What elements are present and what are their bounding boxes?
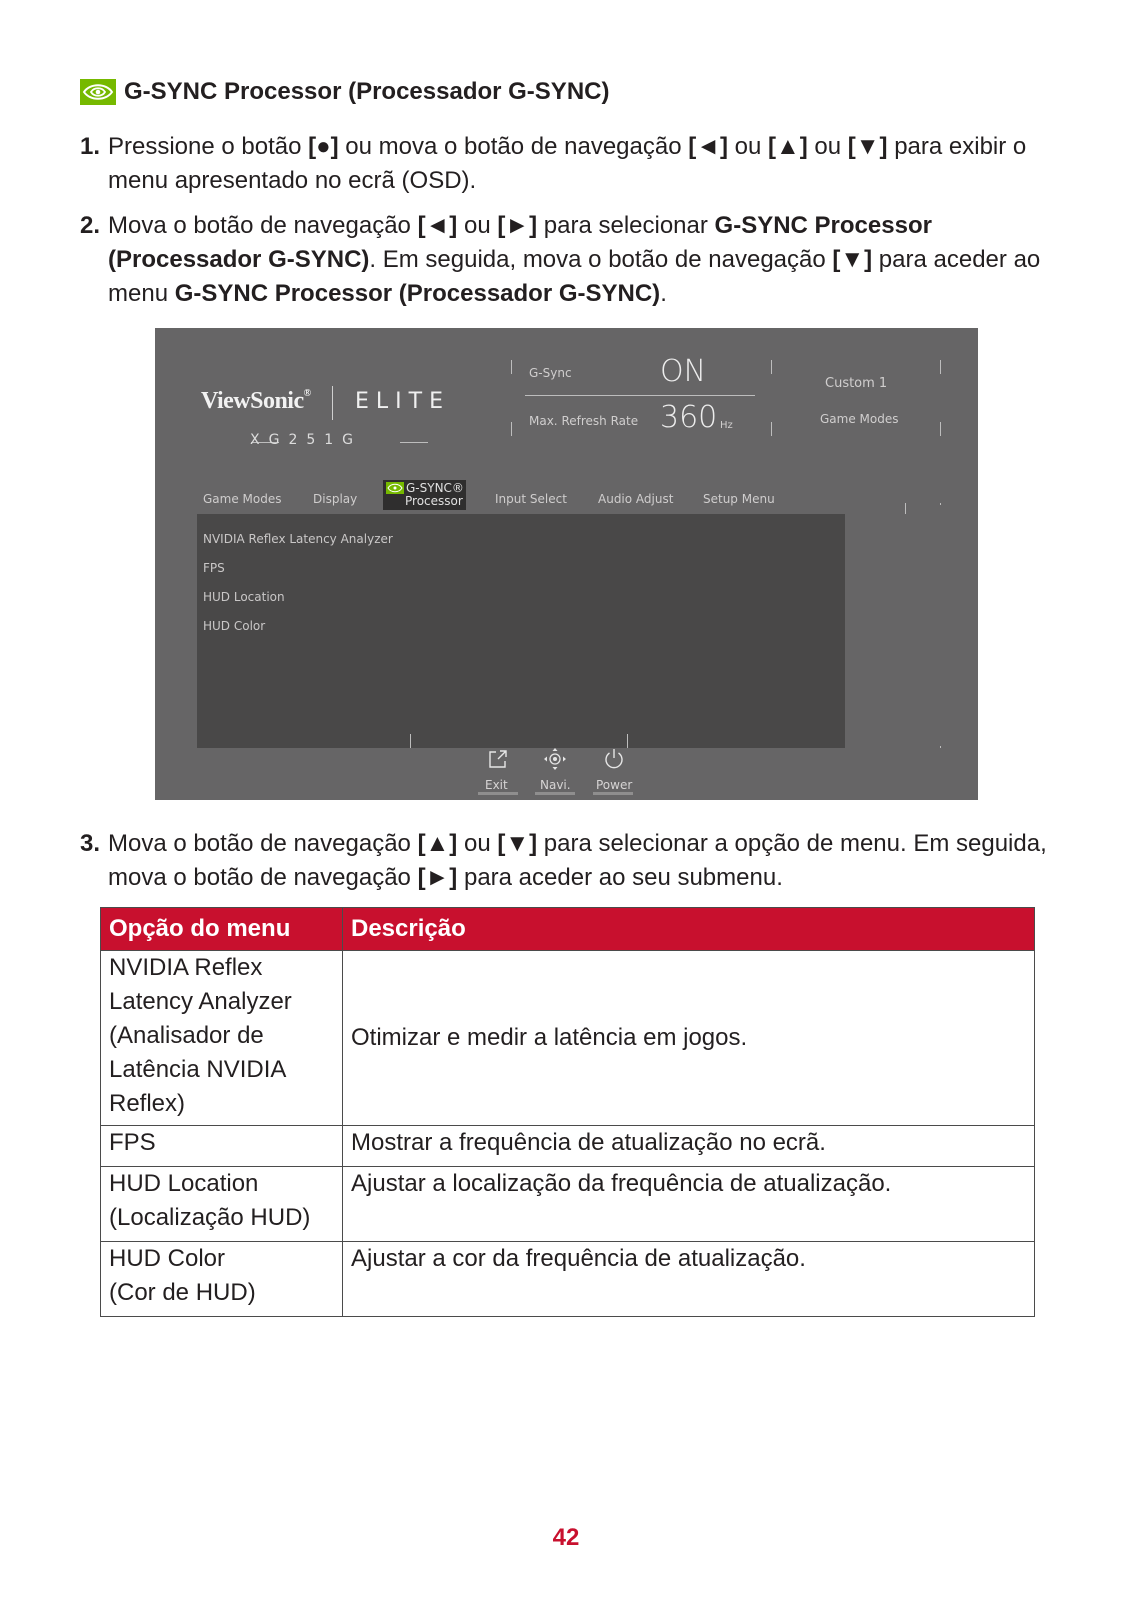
- model-name: XG251G: [250, 432, 363, 448]
- step-text: ou: [457, 830, 498, 857]
- divider: [511, 422, 512, 436]
- step-text: Mova o botão de navegação: [108, 212, 418, 239]
- nvidia-eye-icon: [80, 79, 116, 105]
- button-symbol: [▼]: [847, 133, 888, 160]
- divider: [940, 746, 941, 748]
- power-icon[interactable]: [602, 747, 626, 771]
- menu-item-hud-color[interactable]: HUD Color: [203, 619, 266, 633]
- navigation-icon[interactable]: [542, 746, 568, 772]
- option-line: Reflex): [109, 1090, 186, 1117]
- exit-icon[interactable]: [487, 748, 509, 770]
- option-line: Latency Analyzer: [109, 988, 292, 1015]
- refresh-unit: Hz: [720, 420, 733, 431]
- option-line: HUD Location: [109, 1170, 259, 1197]
- step-text: para aceder ao menu: [108, 246, 1041, 307]
- divider: [940, 422, 941, 436]
- mode-value: Custom 1: [825, 376, 888, 391]
- step-text: para selecionar: [537, 212, 715, 239]
- tab-label-line2: Processor: [405, 494, 463, 508]
- model-rule-right: [400, 442, 428, 443]
- step-3: [80, 827, 1055, 895]
- divider: [410, 734, 411, 748]
- option-cell: [101, 1242, 343, 1317]
- option-line: NVIDIA Reflex: [109, 954, 263, 981]
- refresh-value: 360: [660, 400, 718, 435]
- gsync-value: ON: [660, 354, 707, 389]
- header-description: Descrição: [343, 908, 1035, 951]
- tab-input-select[interactable]: Input Select: [495, 492, 567, 506]
- divider: [771, 360, 772, 374]
- table-row: [101, 951, 1035, 1126]
- step-number: 3.: [80, 830, 101, 857]
- button-symbol: [►]: [497, 212, 538, 239]
- button-symbol: [◄]: [417, 212, 458, 239]
- footer-power-label: Power: [596, 778, 633, 792]
- tab-gsync-processor[interactable]: [383, 480, 466, 510]
- option-line: FPS: [109, 1129, 156, 1156]
- tab-label-line1: G-SYNC®: [406, 481, 464, 495]
- step-number: 1.: [80, 133, 101, 160]
- logo-divider: [332, 386, 333, 420]
- option-line: (Analisador de: [109, 1022, 264, 1049]
- menu-name: G-SYNC Processor (Processador G-SYNC): [174, 280, 661, 307]
- osd-screenshot: [155, 328, 978, 800]
- section-heading: [80, 78, 609, 106]
- button-symbol: [▲]: [417, 830, 458, 857]
- step-1: [80, 130, 1055, 198]
- option-cell: [101, 951, 343, 1126]
- tab-game-modes[interactable]: Game Modes: [203, 492, 282, 506]
- table-row: [101, 1167, 1035, 1242]
- footer-indicator: [535, 792, 575, 795]
- elite-logo: ELITE: [355, 389, 450, 414]
- tab-display[interactable]: Display: [313, 492, 358, 506]
- divider: [940, 503, 941, 505]
- nvidia-eye-icon: [386, 482, 404, 494]
- step-text: .: [660, 280, 667, 307]
- button-symbol: [▼]: [832, 246, 873, 273]
- menu-name: G-SYNC Processor (Processador G-SYNC): [108, 212, 932, 273]
- option-line: HUD Color: [109, 1245, 226, 1272]
- option-line: (Localização HUD): [109, 1204, 311, 1231]
- description-cell: Ajustar a localização da frequência de atualização.: [343, 1167, 1035, 1242]
- step-text: ou mova o botão de navegação: [338, 133, 689, 160]
- section-title: G-SYNC Processor (Processador G-SYNC): [124, 78, 610, 105]
- description-cell: Mostrar a frequência de atualização no ecrã.: [343, 1126, 1035, 1167]
- divider: [525, 395, 755, 396]
- table-row: [101, 1242, 1035, 1317]
- table-row: [101, 1126, 1035, 1167]
- tab-setup-menu[interactable]: Setup Menu: [703, 492, 775, 506]
- page-number: 42: [552, 1524, 580, 1551]
- footer-navi-label: Navi.: [540, 778, 571, 792]
- option-line: Latência NVIDIA: [109, 1056, 287, 1083]
- step-2: [80, 209, 1055, 311]
- divider: [627, 734, 628, 748]
- step-text: ou: [457, 212, 498, 239]
- button-symbol: [▲]: [768, 133, 808, 160]
- gsync-label: G-Sync: [529, 366, 572, 380]
- button-symbol: [▼]: [497, 830, 538, 857]
- footer-exit-label: Exit: [485, 778, 508, 792]
- step-text: para selecionar a opção de menu. Em seguida, mova o botão de navegação: [108, 830, 1047, 891]
- menu-item-fps[interactable]: FPS: [203, 561, 225, 575]
- button-symbol: [◄]: [688, 133, 728, 160]
- viewsonic-logo: ViewSonic®: [201, 388, 311, 414]
- step-text: para aceder ao seu submenu.: [457, 864, 783, 891]
- option-line: (Cor de HUD): [109, 1279, 256, 1306]
- step-number: 2.: [80, 212, 101, 239]
- button-symbol: [►]: [417, 864, 458, 891]
- mode-label: Game Modes: [820, 412, 899, 426]
- divider: [905, 503, 906, 514]
- menu-item-reflex-analyzer[interactable]: NVIDIA Reflex Latency Analyzer: [203, 532, 393, 546]
- menu-options-table: [100, 907, 1035, 1317]
- step-text: Pressione o botão: [108, 133, 309, 160]
- button-symbol: [●]: [308, 133, 339, 160]
- refresh-label: Max. Refresh Rate: [529, 414, 639, 428]
- menu-item-hud-location[interactable]: HUD Location: [203, 590, 285, 604]
- step-text: Mova o botão de navegação: [108, 830, 418, 857]
- option-cell: [101, 1126, 343, 1167]
- option-cell: [101, 1167, 343, 1242]
- description-cell: Ajustar a cor da frequência de atualização.: [343, 1242, 1035, 1317]
- footer-indicator: [593, 792, 633, 795]
- footer-indicator: [478, 792, 518, 795]
- divider: [940, 360, 941, 374]
- step-text: ou: [727, 133, 768, 160]
- divider: [511, 360, 512, 374]
- step-text: para exibir o menu apresentado no ecrã (OSD).: [108, 133, 1027, 194]
- step-text: ou: [807, 133, 848, 160]
- step-text: . Em seguida, mova o botão de navegação: [369, 246, 833, 273]
- table-header-row: [101, 908, 1035, 951]
- description-cell: Otimizar e medir a latência em jogos.: [343, 951, 1035, 1126]
- divider: [771, 422, 772, 436]
- header-option: Opção do menu: [101, 908, 343, 951]
- submenu-panel: [197, 514, 845, 748]
- tab-audio-adjust[interactable]: Audio Adjust: [598, 492, 674, 506]
